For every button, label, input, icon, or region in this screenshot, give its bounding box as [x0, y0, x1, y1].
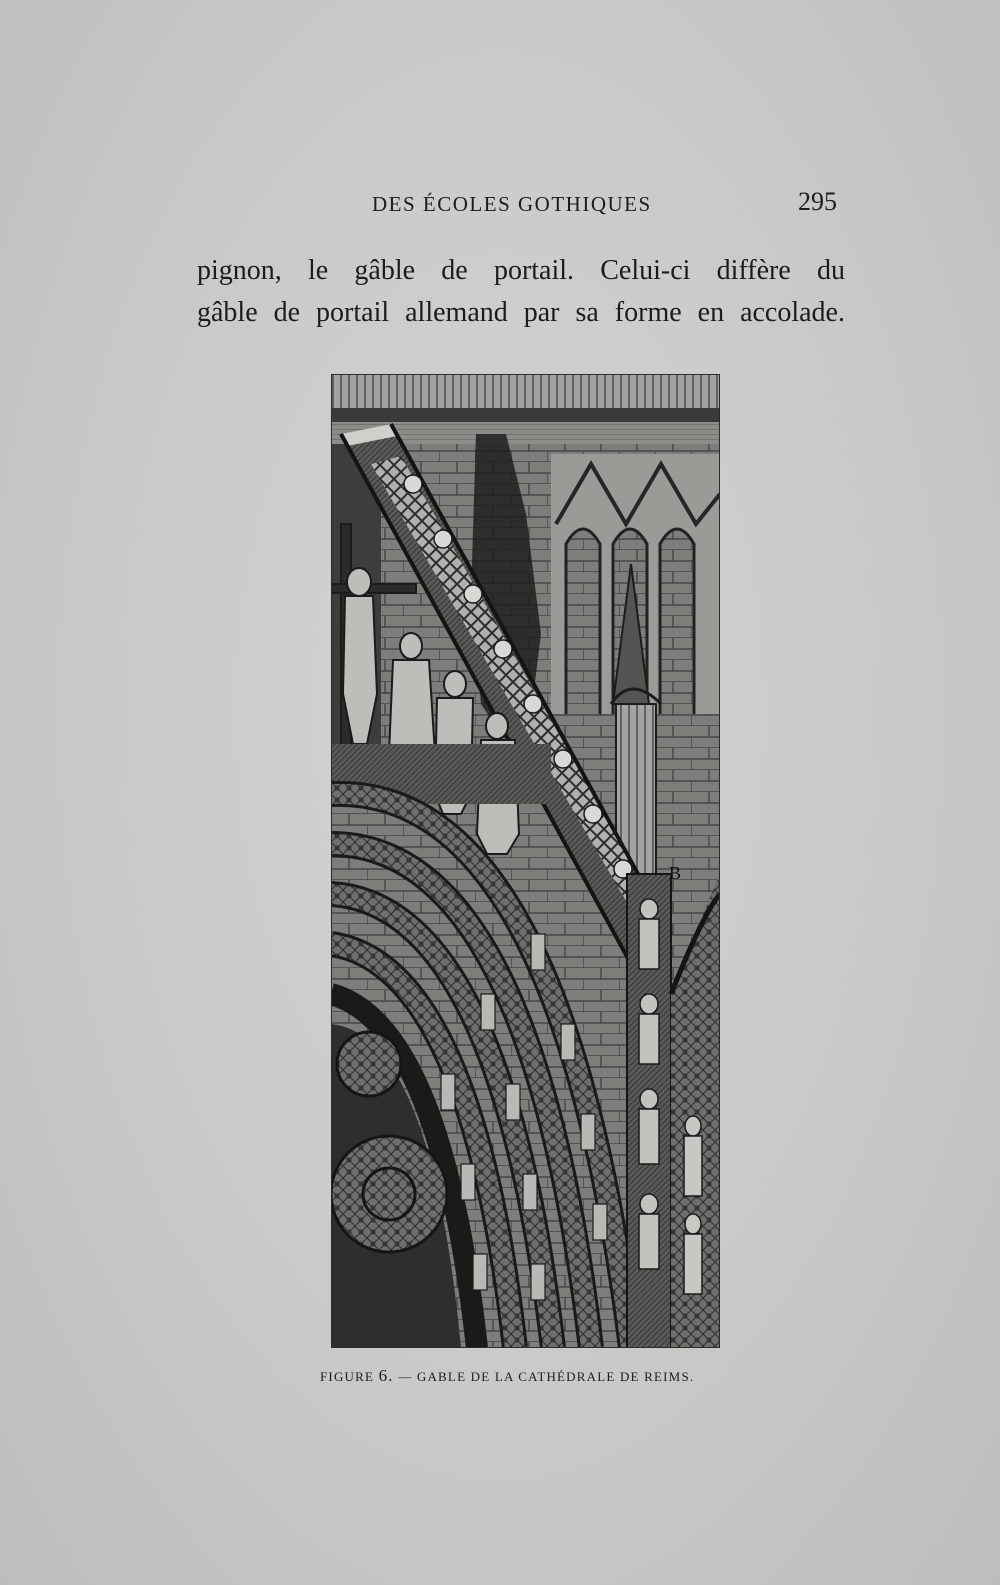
engraving-gable-reims — [331, 374, 720, 1348]
paragraph-line: gâble de portail allemand par sa forme en accolade. — [197, 297, 845, 328]
caption-dash: — — [398, 1369, 413, 1384]
page-number: 295 — [798, 187, 837, 216]
engraving-letter-b: B — [669, 863, 682, 883]
central-pier — [627, 874, 671, 1348]
caption-prefix: FIGURE — [320, 1369, 375, 1384]
caption-text: GABLE DE LA CATHÉDRALE DE REIMS. — [416, 1369, 695, 1384]
running-head: DES ÉCOLES GOTHIQUES — [372, 192, 652, 216]
body-paragraph — [197, 250, 845, 334]
paragraph-line: pignon, le gâble de portail. Celui-ci diffère du — [197, 255, 845, 286]
caption-number: 6. — [378, 1366, 394, 1385]
figure-caption — [320, 1366, 760, 1386]
